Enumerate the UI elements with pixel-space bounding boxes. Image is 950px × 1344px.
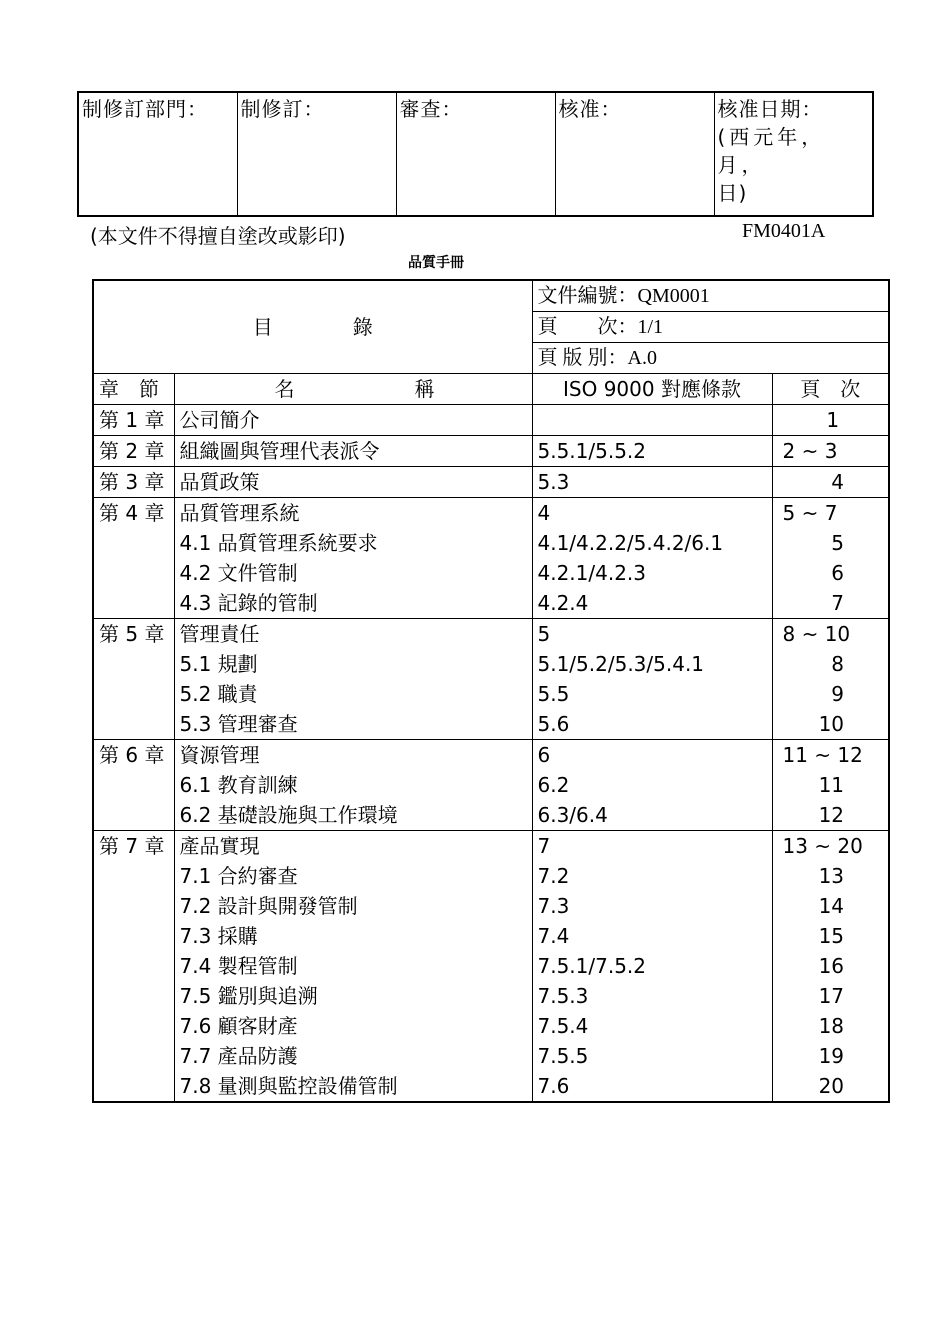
date-cell bbox=[714, 92, 873, 216]
page-cell: 14 bbox=[772, 891, 889, 921]
name-cell: 7.2 設計與開發管制 bbox=[174, 891, 532, 921]
col-name-2: 稱 bbox=[414, 377, 435, 401]
chapter-cell: 第 4 章 bbox=[93, 498, 174, 529]
page-cell: 2 ~ 3 bbox=[772, 436, 889, 467]
iso-cell: 4.2.4 bbox=[532, 588, 772, 619]
iso-cell: 5.6 bbox=[532, 709, 772, 740]
table-row bbox=[93, 709, 889, 740]
col-page: 頁 次 bbox=[772, 374, 889, 405]
table-row bbox=[93, 1041, 889, 1071]
revise-cell bbox=[237, 92, 396, 216]
iso-cell: 7.2 bbox=[532, 861, 772, 891]
name-cell: 品質管理系統 bbox=[174, 498, 532, 529]
table-row bbox=[93, 588, 889, 619]
chapter-cell bbox=[93, 558, 174, 588]
name-cell: 產品實現 bbox=[174, 831, 532, 862]
page-cell: 12 bbox=[772, 800, 889, 831]
dept-cell bbox=[78, 92, 237, 216]
name-cell: 7.8 量測與監控設備管制 bbox=[174, 1071, 532, 1102]
iso-cell: 4 bbox=[532, 498, 772, 529]
table-row bbox=[93, 951, 889, 981]
toc-title: 目 錄 bbox=[252, 315, 373, 339]
table-row bbox=[93, 981, 889, 1011]
chapter-cell: 第 5 章 bbox=[93, 619, 174, 650]
iso-cell: 7.4 bbox=[532, 921, 772, 951]
name-cell: 7.7 產品防護 bbox=[174, 1041, 532, 1071]
chapter-cell bbox=[93, 921, 174, 951]
name-cell: 7.6 顧客財產 bbox=[174, 1011, 532, 1041]
name-cell: 7.1 合約審查 bbox=[174, 861, 532, 891]
iso-cell: 7.3 bbox=[532, 891, 772, 921]
chapter-cell bbox=[93, 588, 174, 619]
col-name bbox=[174, 374, 532, 405]
name-cell: 公司簡介 bbox=[174, 405, 532, 436]
page-cell: 5 ~ 7 bbox=[772, 498, 889, 529]
page-cell: 13 ~ 20 bbox=[772, 831, 889, 862]
toc-table bbox=[92, 279, 890, 1103]
approve-cell bbox=[555, 92, 714, 216]
table-row bbox=[93, 921, 889, 951]
page-cell: 16 bbox=[772, 951, 889, 981]
table-row bbox=[93, 405, 889, 436]
page-cell: 18 bbox=[772, 1011, 889, 1041]
chapter-cell: 第 1 章 bbox=[93, 405, 174, 436]
chapter-cell bbox=[93, 861, 174, 891]
table-row bbox=[93, 1071, 889, 1102]
date-label: 核准日期： bbox=[717, 97, 823, 121]
iso-cell: 5.5 bbox=[532, 679, 772, 709]
name-cell: 資源管理 bbox=[174, 740, 532, 771]
chapter-cell: 第 2 章 bbox=[93, 436, 174, 467]
table-row bbox=[93, 770, 889, 800]
name-cell: 4.1 品質管理系統要求 bbox=[174, 528, 532, 558]
approval-table bbox=[77, 91, 874, 217]
chapter-cell bbox=[93, 679, 174, 709]
table-row bbox=[93, 436, 889, 467]
chapter-cell bbox=[93, 770, 174, 800]
page-cell: 5 bbox=[772, 528, 889, 558]
toc-title-cell bbox=[93, 280, 532, 374]
name-cell: 4.3 記錄的管制 bbox=[174, 588, 532, 619]
iso-cell: 5 bbox=[532, 619, 772, 650]
table-row bbox=[93, 467, 889, 498]
name-cell: 6.2 基礎設施與工作環境 bbox=[174, 800, 532, 831]
chapter-cell bbox=[93, 891, 174, 921]
chapter-cell bbox=[93, 1071, 174, 1102]
table-row bbox=[93, 619, 889, 650]
date-hint-line1: (西元年，月， bbox=[717, 125, 826, 177]
name-cell: 管理責任 bbox=[174, 619, 532, 650]
table-row bbox=[93, 558, 889, 588]
review-cell bbox=[396, 92, 555, 216]
table-row bbox=[93, 528, 889, 558]
table-row bbox=[93, 649, 889, 679]
table-row bbox=[93, 861, 889, 891]
iso-cell: 7.5.1/7.5.2 bbox=[532, 951, 772, 981]
page-cell: 11 ~ 12 bbox=[772, 740, 889, 771]
table-row bbox=[93, 740, 889, 771]
chapter-cell bbox=[93, 649, 174, 679]
iso-cell: 7.6 bbox=[532, 1071, 772, 1102]
name-cell: 組織圖與管理代表派令 bbox=[174, 436, 532, 467]
iso-cell: 5.5.1/5.5.2 bbox=[532, 436, 772, 467]
name-cell: 4.2 文件管制 bbox=[174, 558, 532, 588]
review-label: 審查： bbox=[399, 97, 463, 121]
page-cell: 8 bbox=[772, 649, 889, 679]
name-cell: 6.1 教育訓練 bbox=[174, 770, 532, 800]
col-name-1: 名 bbox=[274, 377, 295, 401]
iso-cell: 7 bbox=[532, 831, 772, 862]
name-cell: 5.1 規劃 bbox=[174, 649, 532, 679]
dept-label: 制修訂部門： bbox=[82, 97, 208, 121]
iso-cell bbox=[532, 405, 772, 436]
table-row bbox=[93, 831, 889, 862]
iso-cell: 7.5.3 bbox=[532, 981, 772, 1011]
chapter-cell: 第 3 章 bbox=[93, 467, 174, 498]
page-cell: 9 bbox=[772, 679, 889, 709]
chapter-cell bbox=[93, 1011, 174, 1041]
table-row bbox=[93, 800, 889, 831]
chapter-cell bbox=[93, 951, 174, 981]
revise-label: 制修訂： bbox=[240, 97, 325, 121]
iso-cell: 6 bbox=[532, 740, 772, 771]
iso-cell: 7.5.4 bbox=[532, 1011, 772, 1041]
name-cell: 7.3 採購 bbox=[174, 921, 532, 951]
name-cell: 品質政策 bbox=[174, 467, 532, 498]
page-cell: 10 bbox=[772, 709, 889, 740]
page-cell: 13 bbox=[772, 861, 889, 891]
iso-cell: 6.2 bbox=[532, 770, 772, 800]
chapter-cell bbox=[93, 1041, 174, 1071]
chapter-cell: 第 6 章 bbox=[93, 740, 174, 771]
table-row bbox=[93, 1011, 889, 1041]
toc-header-row bbox=[93, 374, 889, 405]
chapter-cell bbox=[93, 981, 174, 1011]
page-cell: 19 bbox=[772, 1041, 889, 1071]
iso-cell: 5.3 bbox=[532, 467, 772, 498]
version: 頁 版 別：A.0 bbox=[532, 343, 889, 374]
chapter-cell: 第 7 章 bbox=[93, 831, 174, 862]
name-cell: 5.3 管理審查 bbox=[174, 709, 532, 740]
table-row bbox=[93, 891, 889, 921]
doc-number: 文件編號：QM0001 bbox=[532, 280, 889, 312]
col-iso: ISO 9000 對應條款 bbox=[532, 374, 772, 405]
page-cell: 1 bbox=[772, 405, 889, 436]
name-cell: 7.5 鑑別與追溯 bbox=[174, 981, 532, 1011]
copy-notice: (本文件不得擅自塗改或影印) bbox=[90, 224, 346, 248]
page-cell: 4 bbox=[772, 467, 889, 498]
name-cell: 7.4 製程管制 bbox=[174, 951, 532, 981]
iso-cell: 4.1/4.2.2/5.4.2/6.1 bbox=[532, 528, 772, 558]
chapter-cell bbox=[93, 709, 174, 740]
iso-cell: 4.2.1/4.2.3 bbox=[532, 558, 772, 588]
page-cell: 20 bbox=[772, 1071, 889, 1102]
table-row bbox=[93, 498, 889, 529]
table-row bbox=[93, 679, 889, 709]
page-cell: 17 bbox=[772, 981, 889, 1011]
iso-cell: 7.5.5 bbox=[532, 1041, 772, 1071]
chapter-cell bbox=[93, 528, 174, 558]
date-hint-line2: 日) bbox=[717, 181, 748, 205]
iso-cell: 5.1/5.2/5.3/5.4.1 bbox=[532, 649, 772, 679]
page-cell: 6 bbox=[772, 558, 889, 588]
page-cell: 7 bbox=[772, 588, 889, 619]
name-cell: 5.2 職責 bbox=[174, 679, 532, 709]
form-code: FM0401A bbox=[742, 220, 826, 242]
manual-title: 品質手冊 bbox=[408, 255, 464, 271]
page-count: 頁 次：1/1 bbox=[532, 312, 889, 343]
approve-label: 核准： bbox=[558, 97, 622, 121]
chapter-cell bbox=[93, 800, 174, 831]
iso-cell: 6.3/6.4 bbox=[532, 800, 772, 831]
page-cell: 11 bbox=[772, 770, 889, 800]
col-chapter: 章 節 bbox=[93, 374, 174, 405]
page-cell: 15 bbox=[772, 921, 889, 951]
page-cell: 8 ~ 10 bbox=[772, 619, 889, 650]
